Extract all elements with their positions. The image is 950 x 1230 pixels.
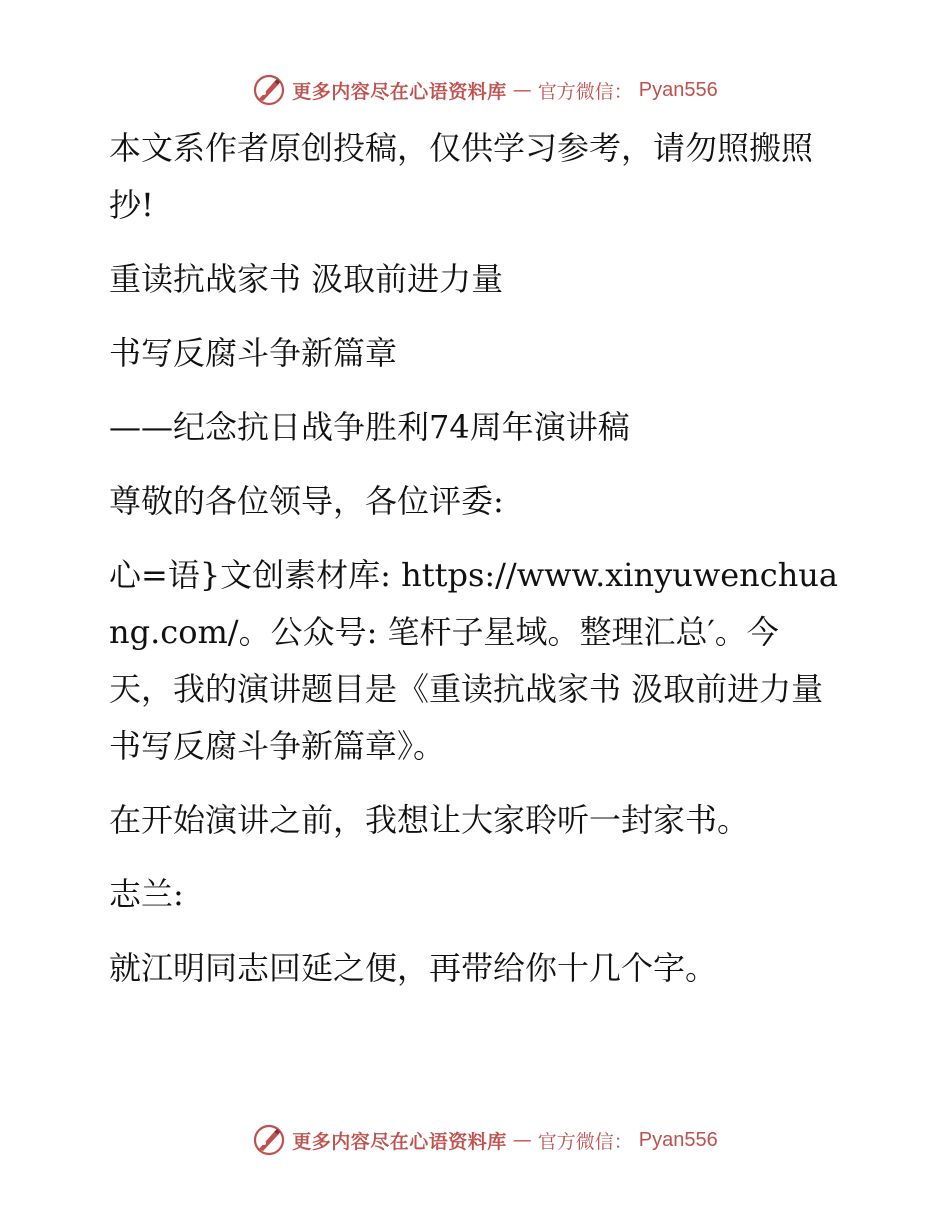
notice-text: 本文系作者原创投稿，仅供学习参考，请勿照搬照抄! bbox=[109, 129, 814, 224]
footer-brand-text: 更多内容尽在心语资料库 bbox=[292, 1130, 507, 1153]
footer-wechat-label: 官方微信： bbox=[537, 1130, 633, 1153]
header-wechat-label: 官方微信： bbox=[537, 80, 633, 103]
letter-greeting: 志兰: bbox=[109, 875, 184, 913]
footer-banner-inner bbox=[252, 1123, 718, 1157]
pen-logo-icon bbox=[252, 1123, 286, 1157]
salutation: 尊敬的各位领导，各位评委: bbox=[109, 482, 504, 520]
header-separator: — bbox=[512, 79, 532, 101]
footer-wechat-id: Pyan556 bbox=[638, 1128, 718, 1151]
body-paragraph-2: 在开始演讲之前，我想让大家聆听一封家书。 bbox=[109, 801, 750, 839]
footer-separator: — bbox=[512, 1129, 532, 1151]
subtitle: ——纪念抗日战争胜利74周年演讲稿 bbox=[109, 408, 630, 446]
document-body bbox=[98, 120, 838, 997]
letter-paragraph-1: 就江明同志回延之便，再带给你十几个字。 bbox=[109, 949, 718, 987]
header-banner bbox=[0, 70, 950, 110]
header-brand-text: 更多内容尽在心语资料库 bbox=[292, 80, 507, 103]
header-wechat-id: Pyan556 bbox=[638, 78, 718, 101]
footer-banner bbox=[0, 1120, 950, 1160]
pen-logo-icon bbox=[252, 73, 286, 107]
title-line-1: 重读抗战家书 汲取前进力量 bbox=[109, 260, 504, 298]
title-line-2: 书写反腐斗争新篇章 bbox=[109, 334, 398, 372]
header-banner-inner bbox=[252, 73, 718, 107]
body-paragraph-1: 心=语}文创素材库: https://www.xinyuwenchuang.com/。公众号: 笔杆子星域。整理汇总′。今天，我的演讲题目是《重读抗战家书 汲取前进力量 书写反腐斗争新篇章》。 bbox=[109, 556, 838, 765]
